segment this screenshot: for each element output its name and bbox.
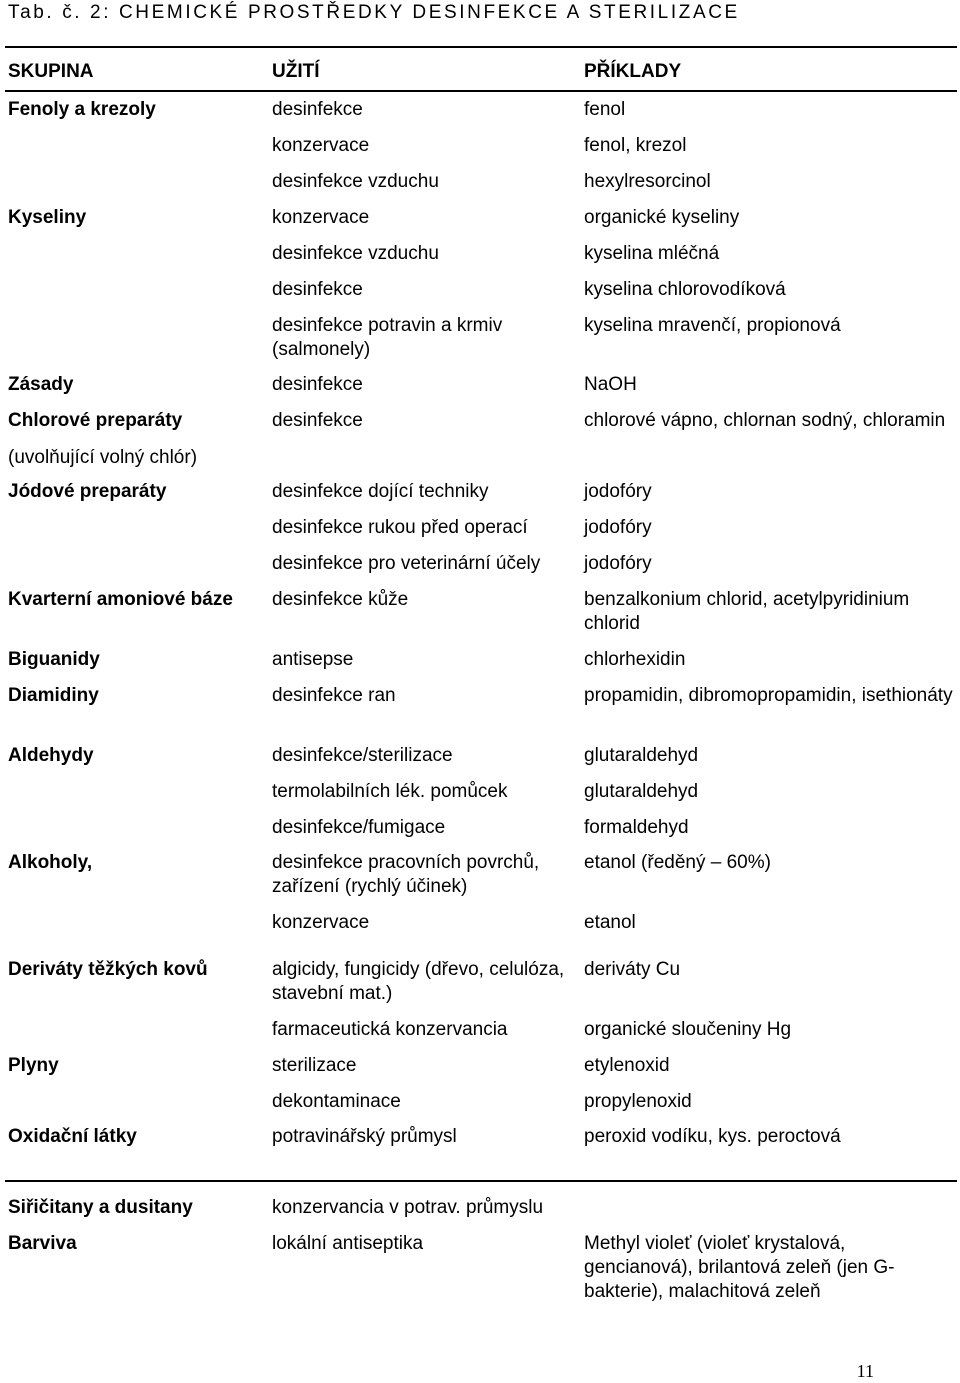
header-rule [5, 90, 957, 92]
use-cell: desinfekce ran [272, 685, 396, 706]
example-cell: formaldehyd [584, 817, 689, 838]
group-cell: Fenoly a krezoly [8, 99, 156, 120]
example-cell: etylenoxid [584, 1055, 670, 1076]
page-number: 11 [856, 1361, 874, 1381]
table-caption: Tab. č. 2: CHEMICKÉ PROSTŘEDKY DESINFEKCE A STERILIZACE [8, 2, 740, 23]
example-cell: glutaraldehyd [584, 781, 699, 802]
example-cell: organické kyseliny [584, 207, 740, 228]
use-cell: antisepse [272, 649, 354, 670]
group-cell: Alkoholy, [8, 852, 93, 873]
example-cell: chlorové vápno, chlornan sodný, chloramin [584, 410, 946, 431]
use-cell: farmaceutická konzervancia [272, 1019, 508, 1040]
example-cell: Methyl violeť (violeť krystalová, gencianová), brilantová zeleň (jen G- bakterie), malachitová zeleň [584, 1233, 895, 1302]
use-cell: konzervace [272, 912, 370, 933]
use-cell: lokální antiseptika [272, 1233, 424, 1254]
example-cell: jodofóry [584, 553, 652, 574]
example-cell: peroxid vodíku, kys. peroctová [584, 1126, 841, 1147]
example-cell: propamidin, dibromopropamidin, isethionáty [584, 685, 953, 706]
group-cell: Siřičitany a dusitany [8, 1197, 193, 1218]
example-cell: chlorhexidin [584, 649, 686, 670]
example-cell: NaOH [584, 374, 637, 395]
group-cell: Jódové preparáty [8, 481, 167, 502]
top-rule [5, 46, 957, 48]
use-cell: desinfekce potravin a krmiv (salmonely) [272, 315, 503, 360]
group-cell: Kyseliny [8, 207, 87, 228]
group-cell [8, 409, 266, 470]
use-cell: dekontaminace [272, 1091, 401, 1112]
example-cell: organické sloučeniny Hg [584, 1019, 792, 1040]
use-cell: desinfekce/fumigace [272, 817, 446, 838]
use-cell: desinfekce rukou před operací [272, 517, 528, 538]
group-cell: Oxidační látky [8, 1126, 137, 1147]
use-cell: desinfekce vzduchu [272, 243, 439, 264]
example-cell: deriváty Cu [584, 959, 681, 980]
group-cell: Barviva [8, 1233, 77, 1254]
example-cell: propylenoxid [584, 1091, 692, 1112]
use-cell: desinfekce pro veterinární účely [272, 553, 541, 574]
use-cell: desinfekce dojící techniky [272, 481, 489, 502]
group-cell: Aldehydy [8, 745, 94, 766]
group-cell: Deriváty těžkých kovů [8, 959, 208, 980]
example-cell: kyselina mravenčí, propionová [584, 315, 841, 336]
table-header [0, 61, 960, 85]
group-note: (uvolňující volný chlór) [8, 447, 198, 468]
example-cell: hexylresorcinol [584, 171, 711, 192]
example-cell: fenol [584, 99, 626, 120]
use-cell: konzervace [272, 135, 370, 156]
example-cell: jodofóry [584, 481, 652, 502]
example-cell: kyselina mléčná [584, 243, 720, 264]
bottom-rule [5, 1180, 957, 1182]
header-use: UŽITÍ [272, 61, 320, 82]
group-cell: Kvarterní amoniové báze [8, 589, 233, 610]
use-cell: desinfekce [272, 374, 363, 395]
example-cell: jodofóry [584, 517, 652, 538]
use-cell: desinfekce [272, 99, 363, 120]
example-cell: etanol [584, 912, 636, 933]
use-cell: desinfekce/sterilizace [272, 745, 453, 766]
example-cell: glutaraldehyd [584, 745, 699, 766]
use-cell: desinfekce [272, 410, 363, 431]
use-cell: desinfekce [272, 279, 363, 300]
use-cell: desinfekce pracovních povrchů, zařízení (rychlý účinek) [272, 852, 540, 897]
group-cell: Diamidiny [8, 685, 99, 706]
use-cell: termolabilních lék. pomůcek [272, 781, 508, 802]
header-group: SKUPINA [8, 61, 94, 82]
group-cell: Zásady [8, 374, 74, 395]
example-cell: kyselina chlorovodíková [584, 279, 786, 300]
use-cell: desinfekce kůže [272, 589, 409, 610]
example-cell: benzalkonium chlorid, acetylpyridinium chlorid [584, 589, 910, 634]
group-cell: Plyny [8, 1055, 59, 1076]
group-cell: Biguanidy [8, 649, 100, 670]
use-cell: algicidy, fungicidy (dřevo, celulóza, stavební mat.) [272, 959, 565, 1004]
use-cell: potravinářský průmysl [272, 1126, 457, 1147]
use-cell: konzervace [272, 207, 370, 228]
use-cell: desinfekce vzduchu [272, 171, 439, 192]
example-cell: fenol, krezol [584, 135, 687, 156]
group-label: Chlorové preparáty [8, 410, 183, 431]
use-cell: konzervancia v potrav. průmyslu [272, 1197, 544, 1218]
example-cell: etanol (ředěný – 60%) [584, 852, 771, 873]
header-examples: PŘÍKLADY [584, 61, 682, 82]
use-cell: sterilizace [272, 1055, 357, 1076]
